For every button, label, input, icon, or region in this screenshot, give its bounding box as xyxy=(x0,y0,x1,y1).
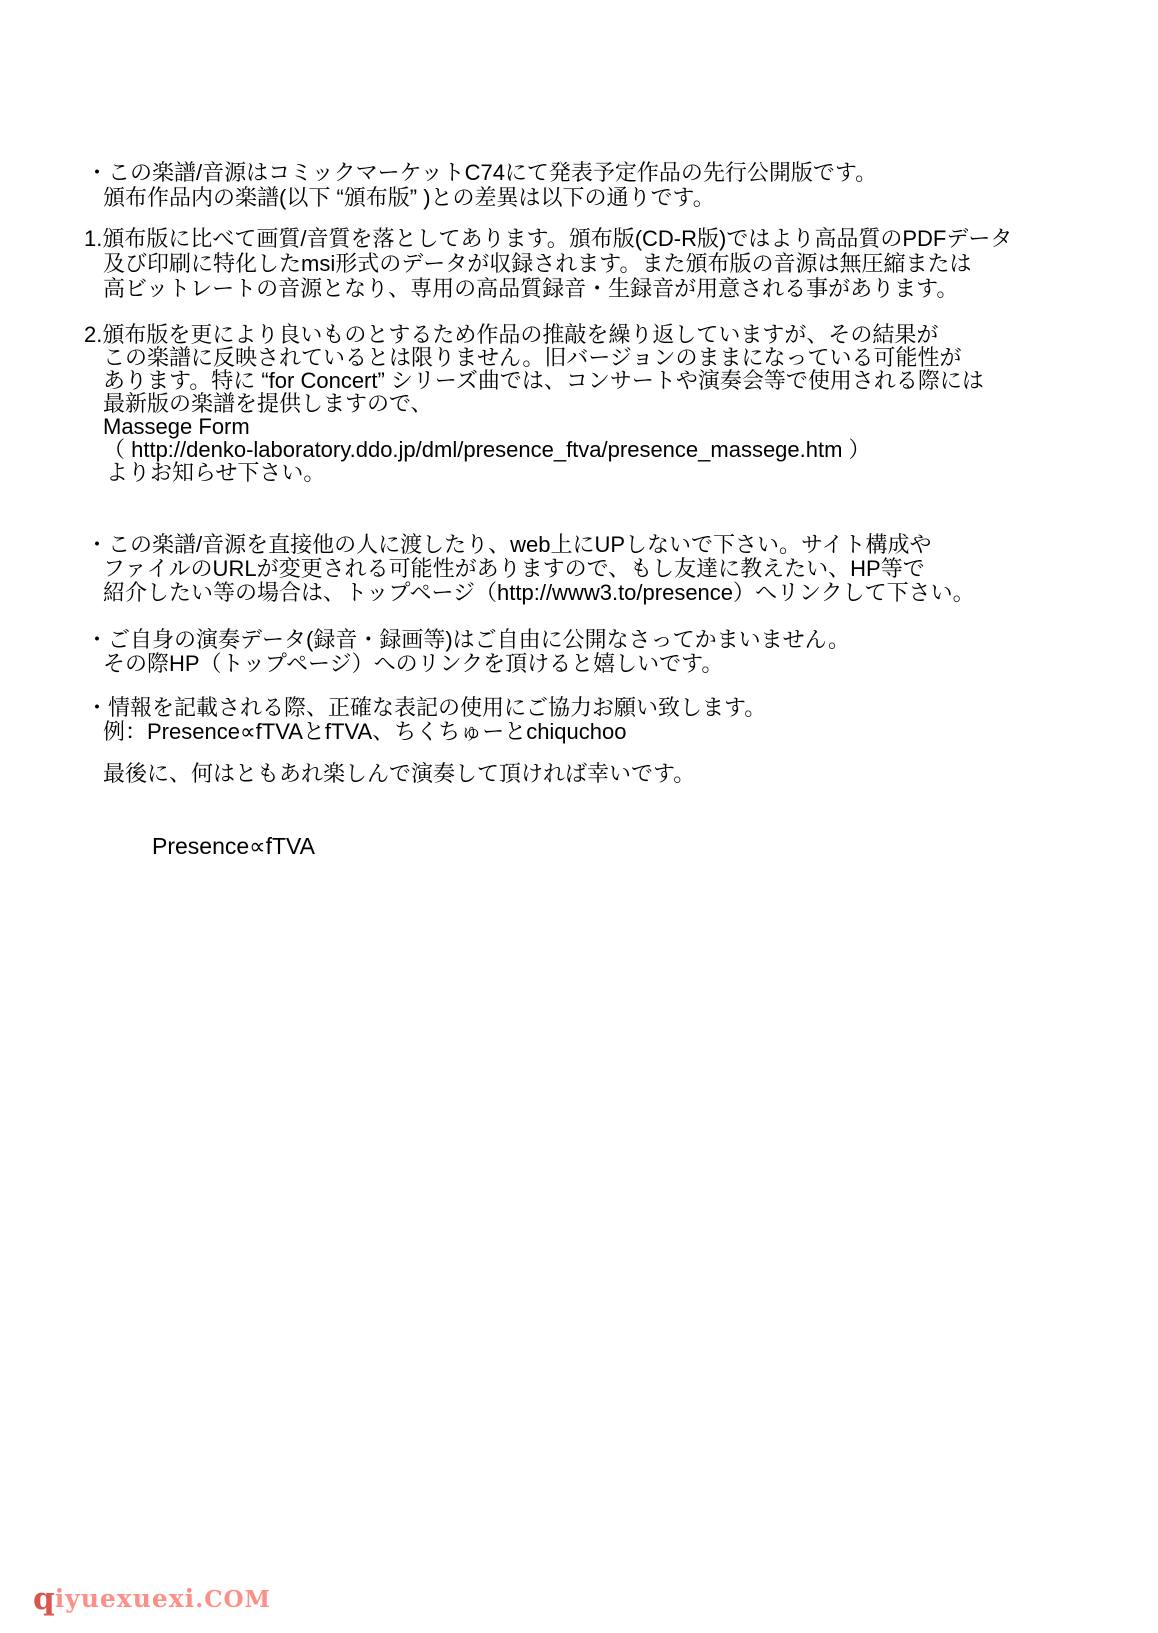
item1-line-1: 1.頒布版に比べて画質/音質を落としてあります。頒布版(CD-R版)ではより高品質のPDFデータ xyxy=(84,226,1013,251)
performance-notice-line-2: その際HP（トップページ）へのリンクを頂けると嬉しいです。 xyxy=(103,651,724,676)
item2-line-1: 2.頒布版を更により良いものとするため作品の推敲を繰り返していますが、その結果が xyxy=(84,322,939,347)
intro-line-1: ・この楽譜/音源はコミックマーケットC74にて発表予定作品の先行公開版です。 xyxy=(86,160,878,185)
item2-line-3: あります。特に “for Concert” シリーズ曲では、コンサートや演奏会等で使用される際には xyxy=(103,368,984,393)
watermark-suffix: .COM xyxy=(195,1586,271,1613)
share-notice-line-1: ・この楽譜/音源を直接他の人に渡したり、web上にUPしないで下さい。サイト構成や xyxy=(86,532,932,557)
notation-notice-line-1: ・情報を記載される際、正確な表記の使用にご協力お願い致します。 xyxy=(86,695,767,720)
watermark-initial: q xyxy=(33,1581,55,1617)
intro-line-2: 頒布作品内の楽譜(以下 “頒布版” )との差異は以下の通りです。 xyxy=(103,185,715,210)
closing-line: 最後に、何はともあれ楽しんで演奏して頂ければ幸いです。 xyxy=(103,761,696,786)
message-form-label: Massege Form xyxy=(103,414,250,439)
item1-line-2: 及び印刷に特化したmsi形式のデータが収録されます。また頒布版の音源は無圧縮または xyxy=(103,251,972,276)
item2-line-7: よりお知らせ下さい。 xyxy=(106,460,326,485)
watermark-logo xyxy=(33,1581,271,1617)
notation-notice-line-2: 例：Presence∝fTVAとfTVA、ちくちゅーとchiquchoo xyxy=(103,719,627,744)
watermark-body: iyuexuexi xyxy=(54,1584,196,1613)
item2-line-4: 最新版の楽譜を提供しますので、 xyxy=(103,391,433,416)
signature: Presence∝fTVA xyxy=(152,833,316,859)
item1-line-3: 高ビットレートの音源となり、専用の高品質録音・生録音が用意される事があります。 xyxy=(103,276,959,301)
item2-line-2: この楽譜に反映されているとは限りません。旧バージョンのままになっている可能性が xyxy=(103,345,962,370)
share-notice-line-2: ファイルのURLが変更される可能性がありますので、もし友達に教えたい、HP等で xyxy=(103,556,925,581)
message-form-url: （ http://denko-laboratory.ddo.jp/dml/presence_ftva/presence_massege.htm ） xyxy=(103,437,871,462)
share-notice-line-3: 紹介したい等の場合は、トップページ（http://www3.to/presence）へリンクして下さい。 xyxy=(103,580,975,605)
performance-notice-line-1: ・ご自身の演奏データ(録音・録画等)はご自由に公開なさってかまいません。 xyxy=(86,627,850,652)
